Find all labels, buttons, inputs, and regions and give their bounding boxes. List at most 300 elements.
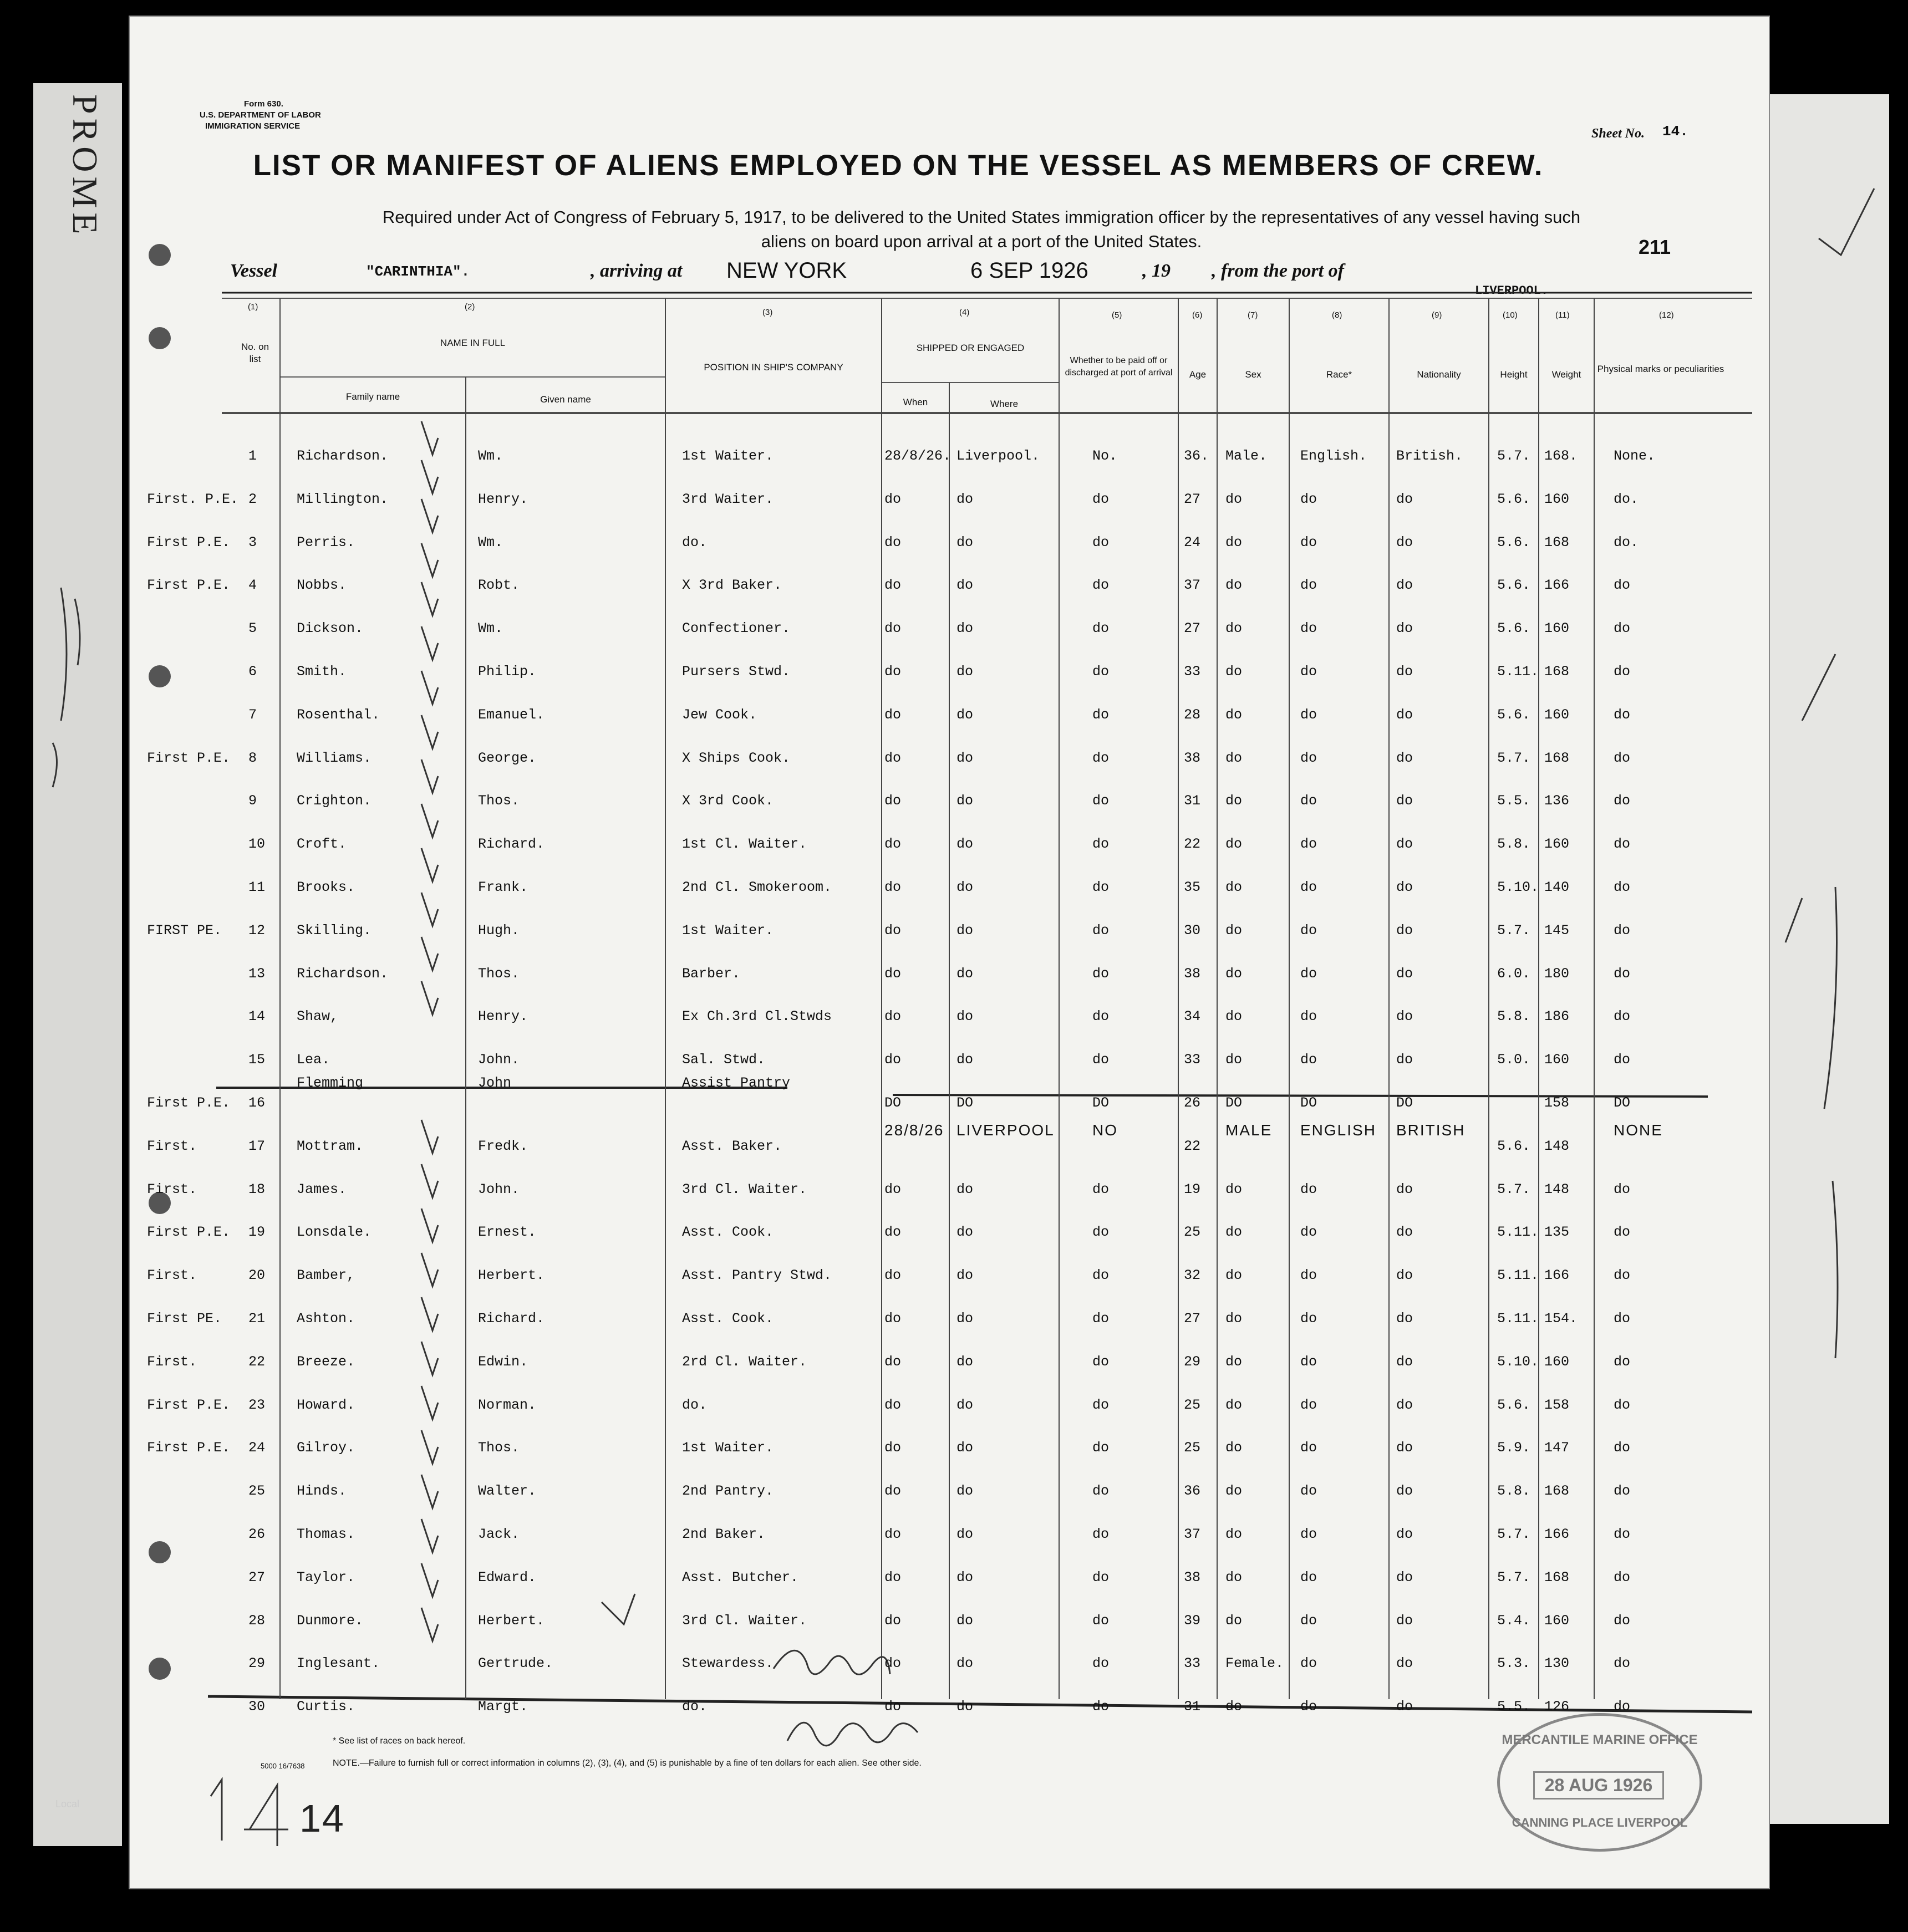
nationality-cell: do [1396,922,1413,939]
shipped-when-cell: do [884,1483,902,1499]
shipped-where-cell: do [956,664,974,680]
race-cell: do [1300,1052,1317,1068]
sex-cell: do [1225,793,1243,809]
paid-off-cell: do [1092,966,1110,982]
position-cell: Sal. Stwd. [682,1052,766,1068]
row-number: 6 [248,664,257,680]
nationality-cell: do [1396,1181,1413,1197]
stamp-location: CANNING PLACE LIVERPOOL [1512,1816,1688,1829]
given-name-cell: Herbert. [478,1267,545,1283]
age-cell: 34 [1184,1008,1201,1024]
given-name-cell: Edward. [478,1569,537,1586]
weight-cell: 160 [1544,1052,1570,1068]
row-number: 25 [248,1483,266,1499]
height-cell: 5.6. [1497,534,1531,550]
department-line: U.S. DEPARTMENT OF LABOR [200,110,321,120]
shipped-when-cell: do [884,620,902,636]
nationality-cell: do [1396,534,1413,550]
weight-cell: 140 [1544,879,1570,895]
given-name-cell: Jack. [478,1526,520,1542]
sex-cell: do [1225,1224,1243,1240]
family-name-cell: Dunmore. [297,1613,364,1629]
footnote-races: * See list of races on back hereof. [333,1736,466,1746]
header-paid-off: Whether to be paid off or discharged at port of arrival [1065,356,1173,378]
nationality-cell: do [1396,836,1413,852]
nationality-cell: do [1396,879,1413,895]
age-cell: 35 [1184,879,1201,895]
shipped-where-cell: do [956,1483,974,1499]
nationality-cell: do [1396,1267,1413,1283]
shipped-where-cell: DO [956,1095,974,1111]
race-cell: do [1300,577,1317,593]
height-cell: 5.7. [1497,1569,1531,1586]
height-cell: 5.8. [1497,836,1531,852]
weight-cell: 166 [1544,577,1570,593]
nationality-cell: do [1396,1052,1413,1068]
paid-off-cell: NO [1092,1122,1118,1139]
physical-marks-cell: do [1614,1224,1631,1240]
paid-off-cell: do [1092,1397,1110,1413]
shipped-when-cell: do [884,1655,902,1671]
col-number-7: (7) [1248,310,1258,320]
nationality-cell: do [1396,1311,1413,1327]
given-name-cell: Richard. [478,1311,545,1327]
given-name-cell: Wm. [478,534,503,550]
weight-cell: 126 [1544,1699,1570,1715]
nationality-cell: BRITISH [1396,1122,1466,1139]
shipped-when-cell: do [884,879,902,895]
physical-marks-cell: do [1614,793,1631,809]
shipped-where-cell: do [956,1526,974,1542]
header-position: POSITION IN SHIP'S COMPANY [704,362,843,373]
height-cell: 5.5. [1497,793,1531,809]
family-name-cell: Millington. [297,491,389,507]
family-name-cell: Lea. [297,1052,330,1068]
position-cell: X 3rd Cook. [682,793,774,809]
age-cell: 27 [1184,491,1201,507]
height-cell: 5.6. [1497,1138,1531,1154]
row-annotation: First P.E. [147,750,231,766]
document-title: LIST OR MANIFEST OF ALIENS EMPLOYED ON THE VESSEL AS MEMBERS OF CREW. [253,149,1544,182]
height-cell: 5.8. [1497,1483,1531,1499]
given-name-cell: George. [478,750,537,766]
given-name-cell: Margt. [478,1699,528,1715]
shipped-when-cell: do [884,1613,902,1629]
family-name-cell: James. [297,1181,347,1197]
age-cell: 33 [1184,1655,1201,1671]
physical-marks-cell: do [1614,620,1631,636]
height-cell: 5.11. [1497,1311,1539,1327]
print-code: 5000 16/7638 [261,1762,305,1770]
position-cell: 1st Waiter. [682,922,774,939]
physical-marks-cell: do [1614,750,1631,766]
position-cell: Jew Cook. [682,707,757,723]
shipped-when-cell: DO [884,1095,902,1111]
nationality-cell: do [1396,577,1413,593]
row-annotation: First. [147,1138,197,1154]
given-name-cell: Robt. [478,577,520,593]
paid-off-cell: do [1092,836,1110,852]
shipped-when-cell: do [884,1440,902,1456]
paid-off-cell: do [1092,707,1110,723]
family-name-cell: Lonsdale. [297,1224,372,1240]
page-number: 211 [1639,236,1671,258]
shipped-where-cell: do [956,620,974,636]
position-cell: Asst. Baker. [682,1138,782,1154]
paid-off-cell: do [1092,1655,1110,1671]
shipped-where-cell: do [956,1181,974,1197]
row-number: 28 [248,1613,266,1629]
col-number-12: (12) [1659,310,1674,320]
header-family-name: Family name [345,391,400,402]
from-port-label: , from the port of [1212,261,1344,281]
nationality-cell: do [1396,1613,1413,1629]
given-name-cell: John. [478,1052,520,1068]
position-cell: 1st Cl. Waiter. [682,836,807,852]
age-cell: 38 [1184,1569,1201,1586]
age-cell: 29 [1184,1354,1201,1370]
sex-cell: do [1225,1397,1243,1413]
row-annotation: First P.E. [147,1224,231,1240]
arriving-label: , arriving at [591,261,683,281]
weight-cell: 168 [1544,664,1570,680]
height-cell: 5.7. [1497,922,1531,939]
sex-cell: do [1225,1354,1243,1370]
sex-cell: do [1225,1440,1243,1456]
col-number-1: (1) [248,302,258,312]
subtitle-line-2: aliens on board upon arrival at a port of the United States. [761,232,1202,251]
race-cell: do [1300,836,1317,852]
row-number: 20 [248,1267,266,1283]
row-annotation: First P.E. [147,1095,231,1111]
shipped-when-cell: 28/8/26. [884,448,952,464]
row-annotation: First. [147,1181,197,1197]
shipped-where-cell: do [956,1613,974,1629]
family-name-cell: Ashton. [297,1311,355,1327]
arrival-port: NEW YORK [726,258,847,283]
given-name-cell: Walter. [478,1483,537,1499]
weight-cell: 145 [1544,922,1570,939]
position-cell: Barber. [682,966,741,982]
sex-cell: MALE [1225,1122,1273,1139]
race-cell: do [1300,707,1317,723]
family-name-cell: Skilling. [297,922,372,939]
physical-marks-cell: do [1614,1483,1631,1499]
race-cell: do [1300,1655,1317,1671]
header-race: Race* [1326,369,1352,380]
race-cell: do [1300,534,1317,550]
height-cell: 5.7. [1497,1181,1531,1197]
sex-cell: do [1225,1311,1243,1327]
race-cell: do [1300,491,1317,507]
weight-cell: 154. [1544,1311,1578,1327]
row-number: 15 [248,1052,266,1068]
header-height: Height [1500,369,1528,380]
shipped-when-cell: do [884,1224,902,1240]
paid-off-cell: do [1092,922,1110,939]
family-name-cell: Taylor. [297,1569,355,1586]
position-cell: Ex Ch.3rd Cl.Stwds [682,1008,832,1024]
shipped-when-cell: do [884,750,902,766]
height-cell: 5.4. [1497,1613,1531,1629]
race-cell: do [1300,879,1317,895]
family-name-cell: Richardson. [297,966,389,982]
race-cell: do [1300,750,1317,766]
weight-cell: 135 [1544,1224,1570,1240]
race-cell: do [1300,793,1317,809]
sex-cell: do [1225,1569,1243,1586]
given-name-cell: Thos. [478,1440,520,1456]
physical-marks-cell: do [1614,1569,1631,1586]
sex-cell: do [1225,620,1243,636]
position-cell: 2nd Baker. [682,1526,766,1542]
sex-cell: Male. [1225,448,1268,464]
nationality-cell: British. [1396,448,1463,464]
row-number: 22 [248,1354,266,1370]
paid-off-cell: do [1092,1699,1110,1715]
given-name-cell: Richard. [478,836,545,852]
header-weight: Weight [1551,369,1581,380]
paid-off-cell: do [1092,1526,1110,1542]
race-cell: do [1300,1613,1317,1629]
age-cell: 31 [1184,793,1201,809]
position-cell: Confectioner. [682,620,791,636]
left-strip-label: PROME [65,94,105,239]
paid-off-cell: do [1092,1440,1110,1456]
nationality-cell: do [1396,966,1413,982]
sex-cell: do [1225,922,1243,939]
age-cell: 38 [1184,966,1201,982]
weight-cell: 160 [1544,620,1570,636]
shipped-when-cell: do [884,1267,902,1283]
race-cell: do [1300,664,1317,680]
nationality-cell: do [1396,491,1413,507]
family-name-cell: Flemming [297,1075,364,1091]
nationality-cell: do [1396,1483,1413,1499]
row-number: 9 [248,793,257,809]
shipped-where-cell: do [956,1224,974,1240]
nationality-cell: do [1396,707,1413,723]
age-cell: 32 [1184,1267,1201,1283]
age-cell: 36 [1184,1483,1201,1499]
sex-cell: do [1225,750,1243,766]
row-annotation: First P.E. [147,1440,231,1456]
race-cell: do [1300,1699,1317,1715]
row-annotation: First. P.E. [147,491,239,507]
height-cell: 6.0. [1497,966,1531,982]
paid-off-cell: DO [1092,1095,1110,1111]
position-cell: 3rd Cl. Waiter. [682,1181,807,1197]
row-number: 27 [248,1569,266,1586]
shipped-where-cell: do [956,1008,974,1024]
family-name-cell: Williams. [297,750,372,766]
col-number-4: (4) [959,308,970,317]
age-cell: 33 [1184,664,1201,680]
shipped-where-cell: do [956,1655,974,1671]
physical-marks-cell: do [1614,1354,1631,1370]
height-cell: 5.10. [1497,1354,1539,1370]
col-number-10: (10) [1503,310,1518,320]
sex-cell: do [1225,1267,1243,1283]
from-port: LIVERPOOL. [1475,284,1549,298]
family-name-cell: Mottram. [297,1138,364,1154]
shipped-where-cell: do [956,1569,974,1586]
age-cell: 25 [1184,1224,1201,1240]
shipped-where-cell: do [956,707,974,723]
sex-cell: do [1225,1699,1243,1715]
position-cell: Asst. Butcher. [682,1569,799,1586]
sex-cell: do [1225,1613,1243,1629]
handwritten-page-number: 14 [299,1797,345,1840]
height-cell: 5.7. [1497,1526,1531,1542]
weight-cell: 168 [1544,534,1570,550]
physical-marks-cell: do [1614,1181,1631,1197]
position-cell: 2nd Pantry. [682,1483,774,1499]
shipped-where-cell: do [956,1052,974,1068]
height-cell: 5.10. [1497,879,1539,895]
position-cell: 3rd Cl. Waiter. [682,1613,807,1629]
row-number: 19 [248,1224,266,1240]
given-name-cell: Gertrude. [478,1655,553,1671]
paid-off-cell: do [1092,491,1110,507]
weight-cell: 168 [1544,750,1570,766]
family-name-cell: Richardson. [297,448,389,464]
row-number: 18 [248,1181,266,1197]
position-cell: Stewardess. [682,1655,774,1671]
mercantile-marine-office-stamp [1497,1713,1702,1852]
row-number: 16 [248,1095,266,1111]
shipped-where-cell: do [956,491,974,507]
physical-marks-cell: do [1614,1397,1631,1413]
family-name-cell: Inglesant. [297,1655,380,1671]
shipped-where-cell: do [956,750,974,766]
row-number: 14 [248,1008,266,1024]
age-cell: 30 [1184,922,1201,939]
given-name-cell: Thos. [478,966,520,982]
height-cell: 5.7. [1497,448,1531,464]
sex-cell: do [1225,1526,1243,1542]
shipped-when-cell: do [884,664,902,680]
nationality-cell: do [1396,1526,1413,1542]
position-cell: X Ships Cook. [682,750,791,766]
sex-cell: do [1225,1008,1243,1024]
race-cell: DO [1300,1095,1317,1111]
family-name-cell: Bamber, [297,1267,355,1283]
family-name-cell: Perris. [297,534,355,550]
paid-off-cell: do [1092,750,1110,766]
shipped-where-cell: do [956,1267,974,1283]
age-cell: 27 [1184,620,1201,636]
weight-cell: 160 [1544,491,1570,507]
given-name-cell: Herbert. [478,1613,545,1629]
age-cell: 37 [1184,1526,1201,1542]
height-cell: 5.9. [1497,1440,1531,1456]
weight-cell: 158 [1544,1095,1570,1111]
nationality-cell: DO [1396,1095,1413,1111]
nationality-cell: do [1396,1655,1413,1671]
arrival-date: 6 SEP 1926 [970,258,1088,283]
row-number: 13 [248,966,266,982]
family-name-cell: Smith. [297,664,347,680]
nationality-cell: do [1396,793,1413,809]
position-cell: Pursers Stwd. [682,664,791,680]
paid-off-cell: do [1092,1311,1110,1327]
race-cell: do [1300,1397,1317,1413]
sex-cell: do [1225,664,1243,680]
row-annotation: First P.E. [147,577,231,593]
row-annotation: First. [147,1267,197,1283]
paid-off-cell: do [1092,1569,1110,1586]
shipped-when-cell: do [884,922,902,939]
weight-cell: 160 [1544,707,1570,723]
height-cell: 5.6. [1497,491,1531,507]
physical-marks-cell: do [1614,879,1631,895]
height-cell: 5.7. [1497,750,1531,766]
position-cell: 2rd Cl. Waiter. [682,1354,807,1370]
race-cell: do [1300,1569,1317,1586]
physical-marks-cell: do [1614,922,1631,939]
physical-marks-cell: do. [1614,534,1639,550]
given-name-cell: Henry. [478,491,528,507]
weight-cell: 186 [1544,1008,1570,1024]
shipped-when-cell: do [884,1699,902,1715]
age-cell: 25 [1184,1397,1201,1413]
family-name-cell: Thomas. [297,1526,355,1542]
position-cell: do. [682,1397,708,1413]
row-annotation: First P.E. [147,534,231,550]
weight-cell: 148 [1544,1181,1570,1197]
header-name-in-full: NAME IN FULL [440,338,506,348]
age-cell: 25 [1184,1440,1201,1456]
paid-off-cell: do [1092,1613,1110,1629]
physical-marks-cell: do [1614,1052,1631,1068]
local-label: Local [55,1798,80,1809]
stamp-date: 28 AUG 1926 [1533,1771,1664,1800]
family-name-cell: Nobbs. [297,577,347,593]
position-cell: Asst. Cook. [682,1311,774,1327]
paid-off-cell: do [1092,577,1110,593]
family-name-cell: Shaw, [297,1008,339,1024]
given-name-cell: Ernest. [478,1224,537,1240]
paid-off-cell: do [1092,793,1110,809]
race-cell: English. [1300,448,1367,464]
physical-marks-cell: do [1614,1440,1631,1456]
shipped-where-cell: do [956,1397,974,1413]
shipped-where-cell: do [956,966,974,982]
position-cell: do. [682,1699,708,1715]
shipped-where-cell: do [956,1354,974,1370]
service-line: IMMIGRATION SERVICE [205,121,301,131]
row-number: 26 [248,1526,266,1542]
race-cell: do [1300,1526,1317,1542]
given-name-cell: Frank. [478,879,528,895]
shipped-where-cell: do [956,1440,974,1456]
nationality-cell: do [1396,664,1413,680]
paid-off-cell: do [1092,1224,1110,1240]
col-number-9: (9) [1432,310,1442,320]
subtitle-line-1: Required under Act of Congress of February 5, 1917, to be delivered to the United States immigration officer by the representatives of any vessel having such [382,207,1581,227]
race-cell: do [1300,1267,1317,1283]
weight-cell: 136 [1544,793,1570,809]
shipped-when-cell: do [884,577,902,593]
physical-marks-cell: do [1614,836,1631,852]
nationality-cell: do [1396,1699,1413,1715]
family-name-cell: Howard. [297,1397,355,1413]
weight-cell: 130 [1544,1655,1570,1671]
header-given-name: Given name [540,394,591,405]
sex-cell: Female. [1225,1655,1284,1671]
age-cell: 24 [1184,534,1201,550]
